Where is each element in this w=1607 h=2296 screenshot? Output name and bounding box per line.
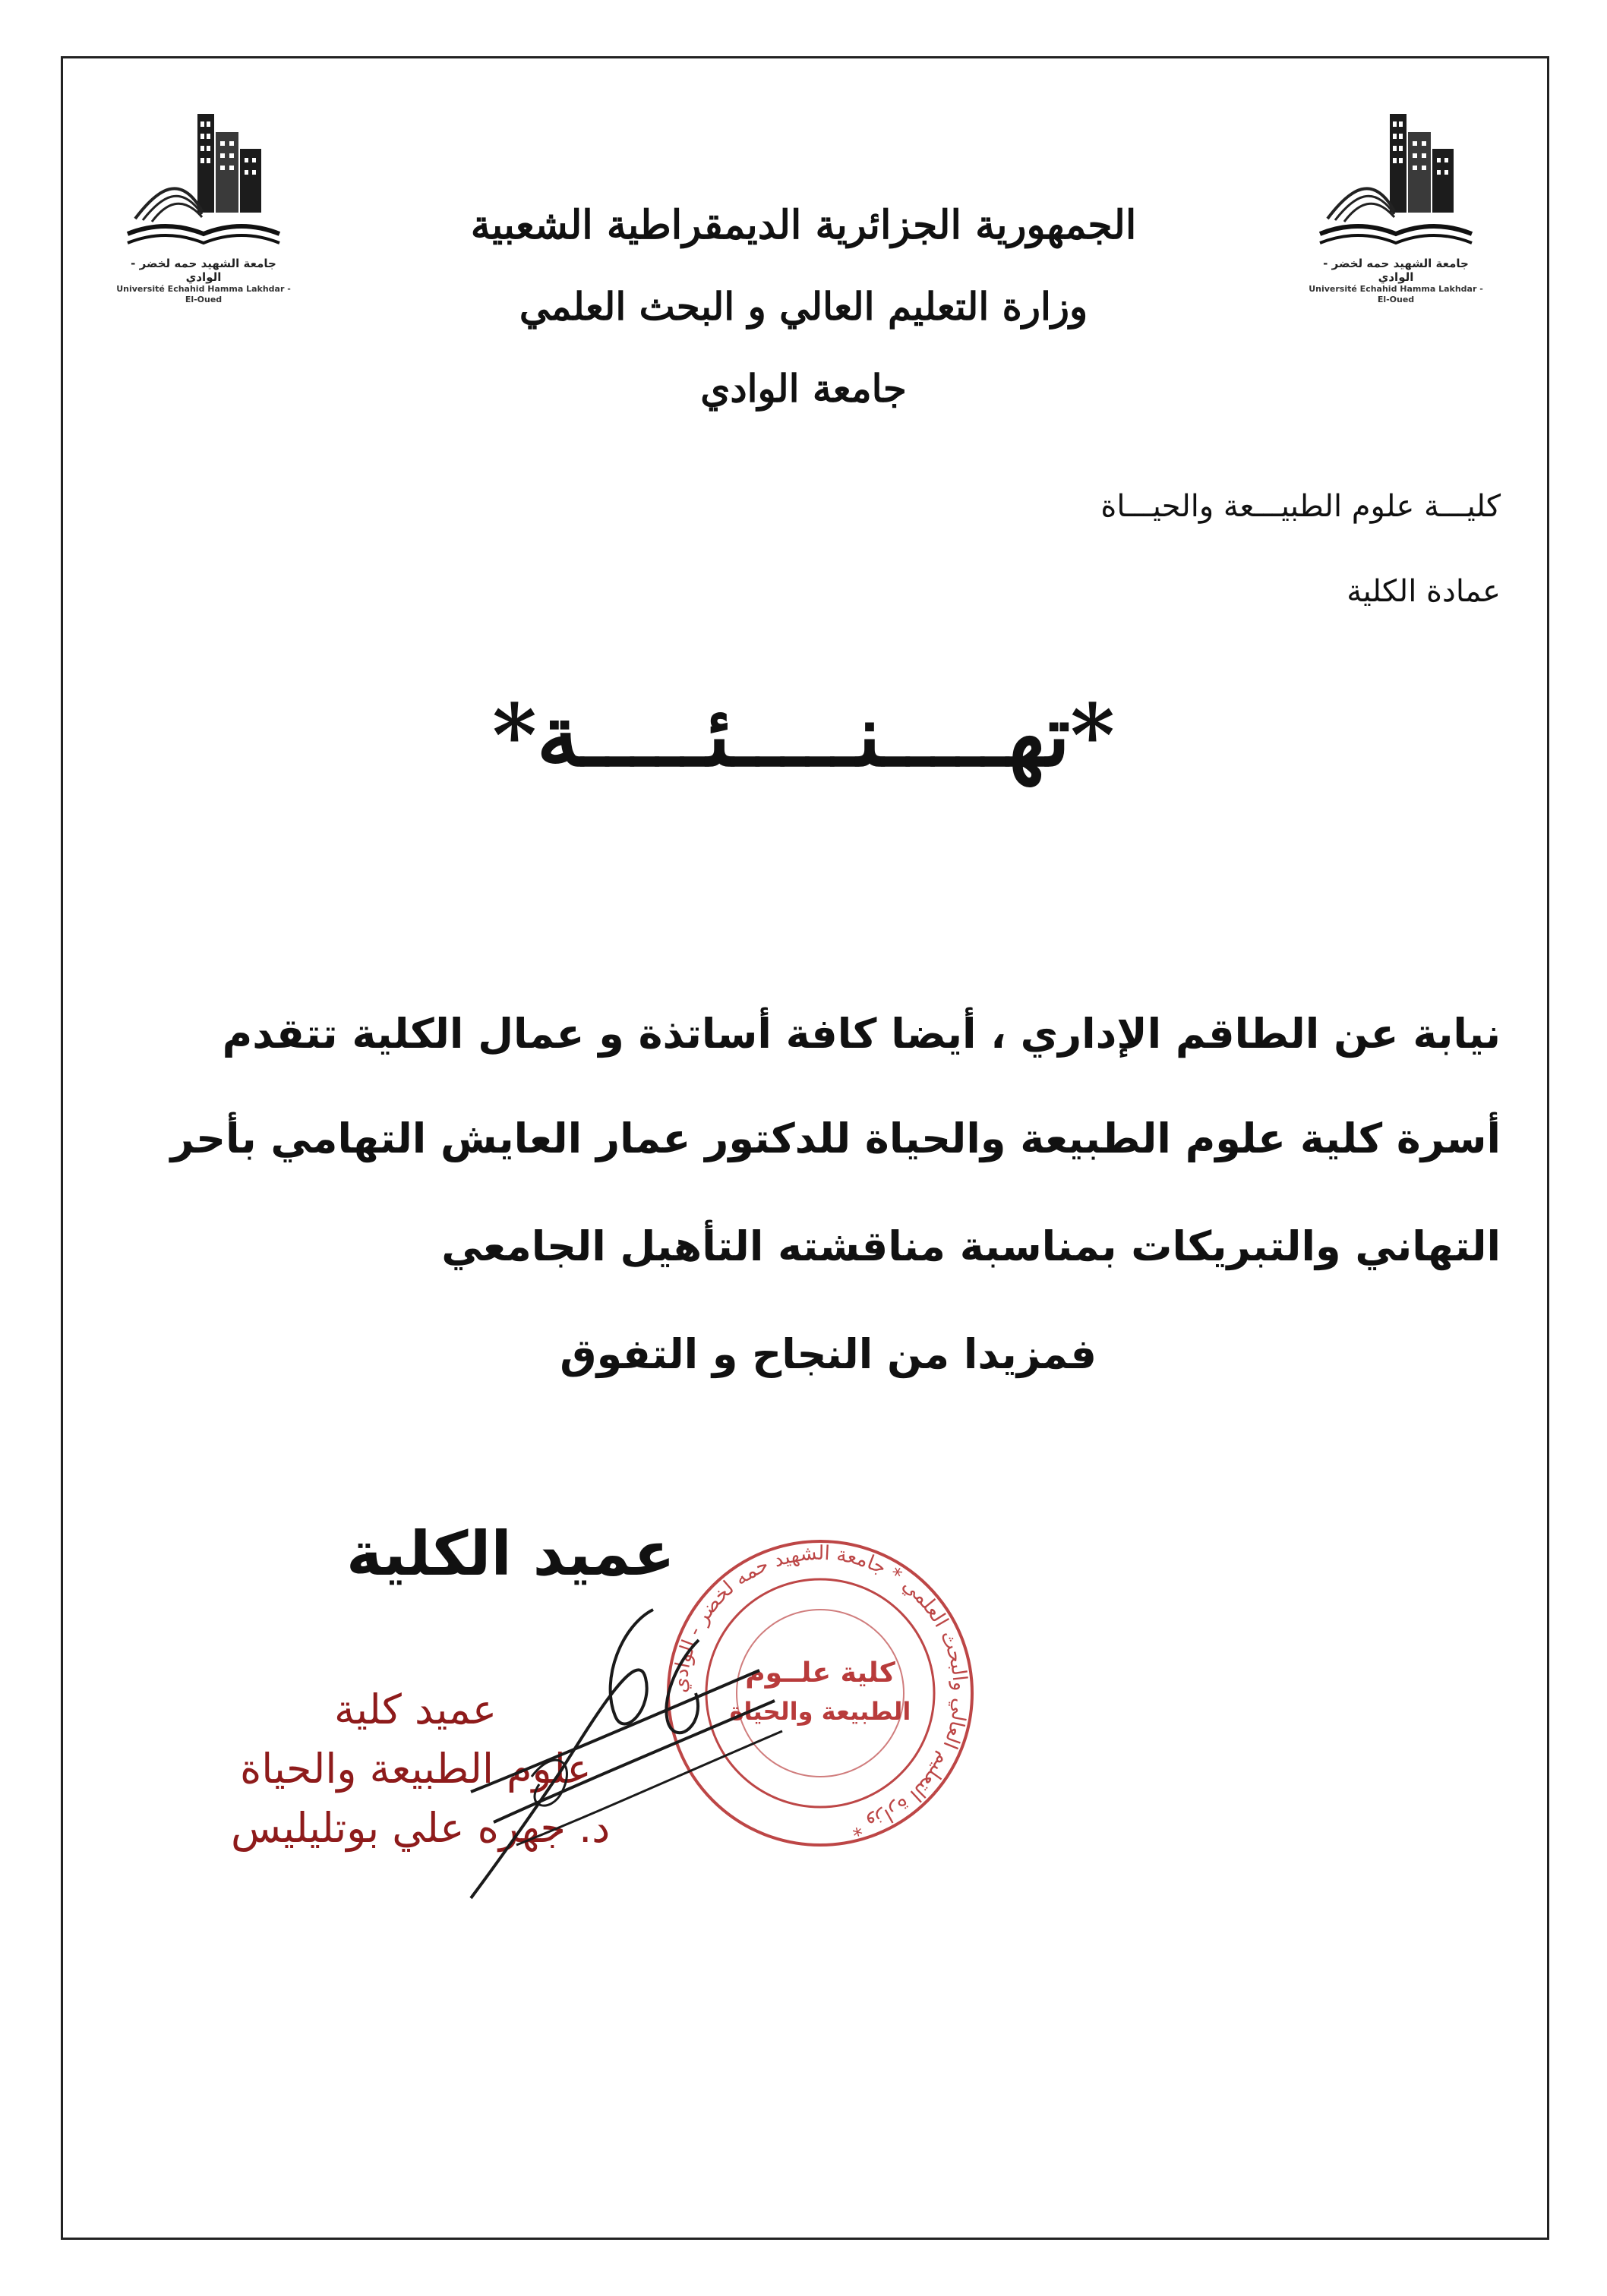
handwritten-signature: [425, 1594, 851, 1913]
republic-heading: الجمهورية الجزائرية الديمقراطية الشعبية: [470, 202, 1137, 248]
university-logo-right: [1305, 105, 1487, 304]
seal-center-line-2: الطبيعة والحياة: [729, 1697, 911, 1726]
congratulations-title: *تهـــــنـــــئـــــة*: [492, 686, 1115, 786]
university-logo-left: [112, 105, 295, 304]
body-line-1: نيابة عن الطاقم الإداري ، أيضا كافة أساتذة و عمال الكلية تتقدم: [222, 1010, 1501, 1058]
university-building-icon: [112, 105, 295, 257]
body-line-3: التهاني والتبريكات بمناسبة مناقشته التأهيل الجامعي: [441, 1222, 1501, 1270]
dean-stamp-line-2: علوم الطبيعة والحياة: [240, 1745, 592, 1793]
ministry-heading: وزارة التعليم العالي و البحث العلمي: [519, 284, 1088, 329]
body-line-2: أسرة كلية علوم الطبيعة والحياة للدكتور عمار العايش التهامي بأحر: [170, 1115, 1501, 1162]
university-building-icon: [1305, 105, 1487, 257]
body-line-4: فمزيدا من النجاح و التفوق: [560, 1330, 1097, 1378]
dean-stamp-line-1: عميد كلية: [334, 1686, 497, 1733]
logo-caption-arabic: جامعة الشهيد حمه لخضر - الوادي: [1323, 257, 1469, 284]
dean-title: عميد الكلية: [346, 1519, 675, 1589]
university-heading: جامعة الوادي: [700, 366, 907, 411]
seal-ring-text: وزارة التعليم العالي والبحث العلمي * جامعة الشهيد حمه لخضر - الوادي *: [668, 1541, 972, 1840]
dean-stamp-line-3: د. جهره علي بوتليليس: [231, 1804, 611, 1852]
faculty-name: كليـــة علوم الطبيـــعة والحيـــاة: [1100, 489, 1501, 524]
logo-caption-french: Université Echahid Hamma Lakhdar - El-Oued: [116, 284, 291, 304]
seal-center-line-1: كلية علــوم: [745, 1657, 895, 1689]
logo-caption-french: Université Echahid Hamma Lakhdar - El-Oued: [1309, 284, 1483, 304]
deanship-label: عمادة الكلية: [1347, 574, 1501, 609]
logo-caption-arabic: جامعة الشهيد حمه لخضر - الوادي: [131, 257, 276, 284]
